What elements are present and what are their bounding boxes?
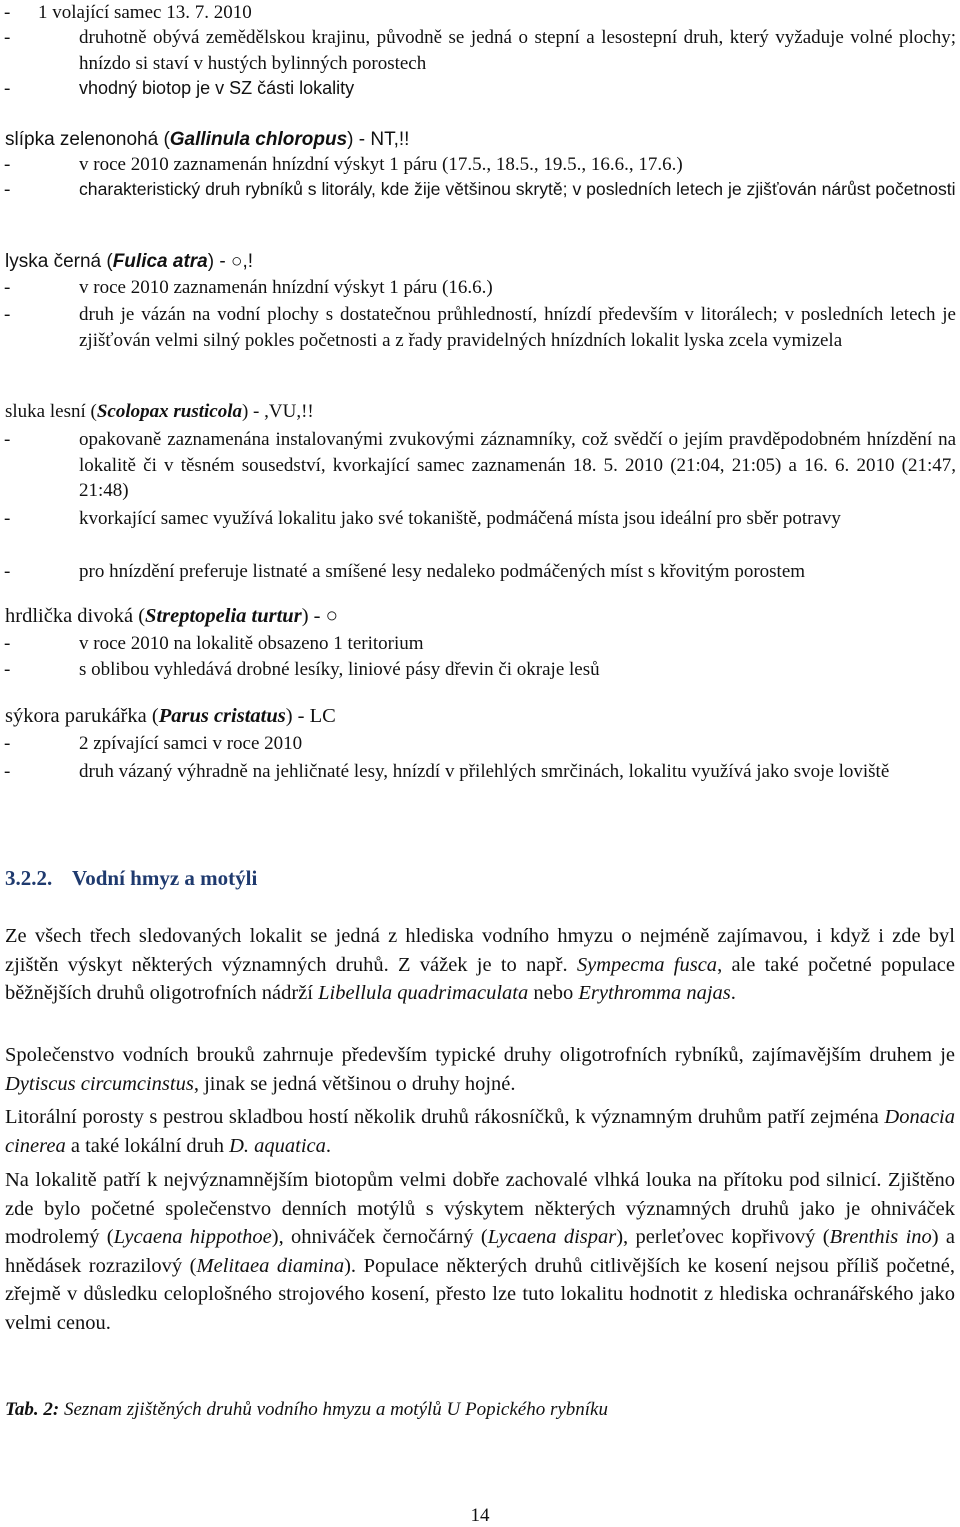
species-heading: sýkora parukářka (Parus cristatus) - LC: [5, 705, 336, 727]
species-heading: sluka lesní (Scolopax rusticola) - ,VU,!!: [5, 401, 314, 422]
bullet-dash: -: [4, 733, 11, 754]
bullet-dash: -: [4, 179, 11, 200]
list-item: v roce 2010 zaznamenán hnízdní výskyt 1 páru (17.5., 18.5., 19.5., 16.6., 17.6.): [79, 154, 683, 175]
list-item: opakovaně zaznamenána instalovanými zvukovými záznamníky, což svědčí o jejím pravděpodobném hnízdění na lokalitě či v těsném sousedství, kvorkající samec zaznamenán 18. 5. 2010 (21:04, 21:05) a 16. 6. 2010 (21:47, 21:48): [79, 429, 956, 501]
list-item: 2 zpívající samci v roce 2010: [79, 733, 303, 754]
paragraph: Společenstvo vodních brouků zahrnuje především typické druhy oligotrofních rybníků, zajímavějším druhem je Dytiscus circumcinstus, jinak se jedná většinou o druhy hojné.: [5, 1044, 955, 1095]
list-item: kvorkající samec využívá lokalitu jako své tokaniště, podmáčená místa jsou ideální pro sběr potravy: [79, 508, 841, 529]
paragraph: Litorální porosty s pestrou skladbou hostí několik druhů rákosníčků, k významným druhům patří zejména Donacia cinerea a také lokální druh D. aquatica.: [5, 1106, 955, 1157]
bullet-dash: -: [4, 561, 11, 582]
bullet-dash: -: [4, 429, 11, 450]
bullet-dash: -: [4, 659, 11, 680]
page-number: 14: [470, 1505, 490, 1526]
list-item: druh vázaný výhradně na jehličnaté lesy, hnízdí v přilehlých smrčinách, lokalitu využívá jako svoje loviště: [79, 761, 890, 782]
species-heading: slípka zelenonohá (Gallinula chloropus) - NT,!!: [5, 129, 410, 150]
list-item: s oblibou vyhledává drobné lesíky, liniové pásy dřevin či okraje lesů: [79, 659, 600, 680]
paragraph: Na lokalitě patří k nejvýznamnějším biotopům velmi dobře zachovalé vlhká louka na přítoku pod silnicí. Zjištěno zde bylo početné společenstvo denních motýlů s výskytem některých významných druhů jako je ohniváček modrolemý (Lycaena hippothoe), ohniváček černočárný (Lycaena dispar), perleťovec kopřivový (Brenthis ino) a hnědásek rozrazilový (Melitaea diamina). Populace některých druhů citlivějších ke kosení nejsou příliš početné, zřejmě v důsledku celoplošného strojového kosení, přesto lze tuto lokalitu hodnotit z hlediska ochranářského jako velmi cenou.: [5, 1169, 955, 1334]
bullet-dash: -: [4, 277, 11, 298]
list-item: 1 volající samec 13. 7. 2010: [38, 2, 252, 23]
section-number: 3.2.2.: [5, 866, 53, 890]
table-caption: Tab. 2: Seznam zjištěných druhů vodního hmyzu a motýlů U Popického rybníku: [5, 1399, 608, 1420]
paragraph: Ze všech třech sledovaných lokalit se jedná z hlediska vodního hmyzu o nejméně zajímavou, i když i zde byl zjištěn výskyt některých významných druhů. Z vážek je to např. Sympecma fusca, ale také početné populace běžnějších druhů oligotrofních nádrží Libellula quadrimaculata nebo Erythromma najas.: [5, 925, 955, 1004]
list-item: charakteristický druh rybníků s litorály, kde žije většinou skrytě; v posledních letech je zjišťován nárůst početnosti: [79, 179, 956, 199]
species-heading: lyska černá (Fulica atra) - ○,!: [5, 251, 253, 272]
section-title: Vodní hmyz a motýli: [72, 866, 258, 890]
bullet-dash: -: [4, 78, 11, 99]
bullet-dash: -: [4, 154, 11, 175]
list-item: druh je vázán na vodní plochy s dostatečnou průhledností, hnízdí především v litorálech; v posledních letech je zjišťován velmi silný pokles početnosti a z řady pravidelných hnízdních lokalit lyska zcela vymizela: [79, 304, 956, 351]
bullet-dash: -: [4, 761, 11, 782]
bullet-dash: -: [4, 304, 11, 325]
bullet-dash: -: [4, 508, 11, 529]
list-item: druhotně obývá zemědělskou krajinu, původně se jedná o stepní a lesostepní druh, který vyžaduje volné plochy; hnízdo si staví v hustých bylinných porostech: [79, 27, 956, 74]
list-item: v roce 2010 na lokalitě obsazeno 1 teritorium: [79, 633, 424, 654]
bullet-dash: -: [4, 27, 11, 48]
species-heading: hrdlička divoká (Streptopelia turtur) - ○: [5, 605, 338, 627]
section-heading: [5, 866, 257, 891]
list-item: pro hnízdění preferuje listnaté a smíšené lesy nedaleko podmáčených míst s křovitým porostem: [79, 561, 806, 582]
bullet-dash: -: [4, 2, 11, 23]
list-item: vhodný biotop je v SZ části lokality: [79, 78, 355, 98]
list-item: v roce 2010 zaznamenán hnízdní výskyt 1 páru (16.6.): [79, 277, 493, 298]
bullet-dash: -: [4, 633, 11, 654]
